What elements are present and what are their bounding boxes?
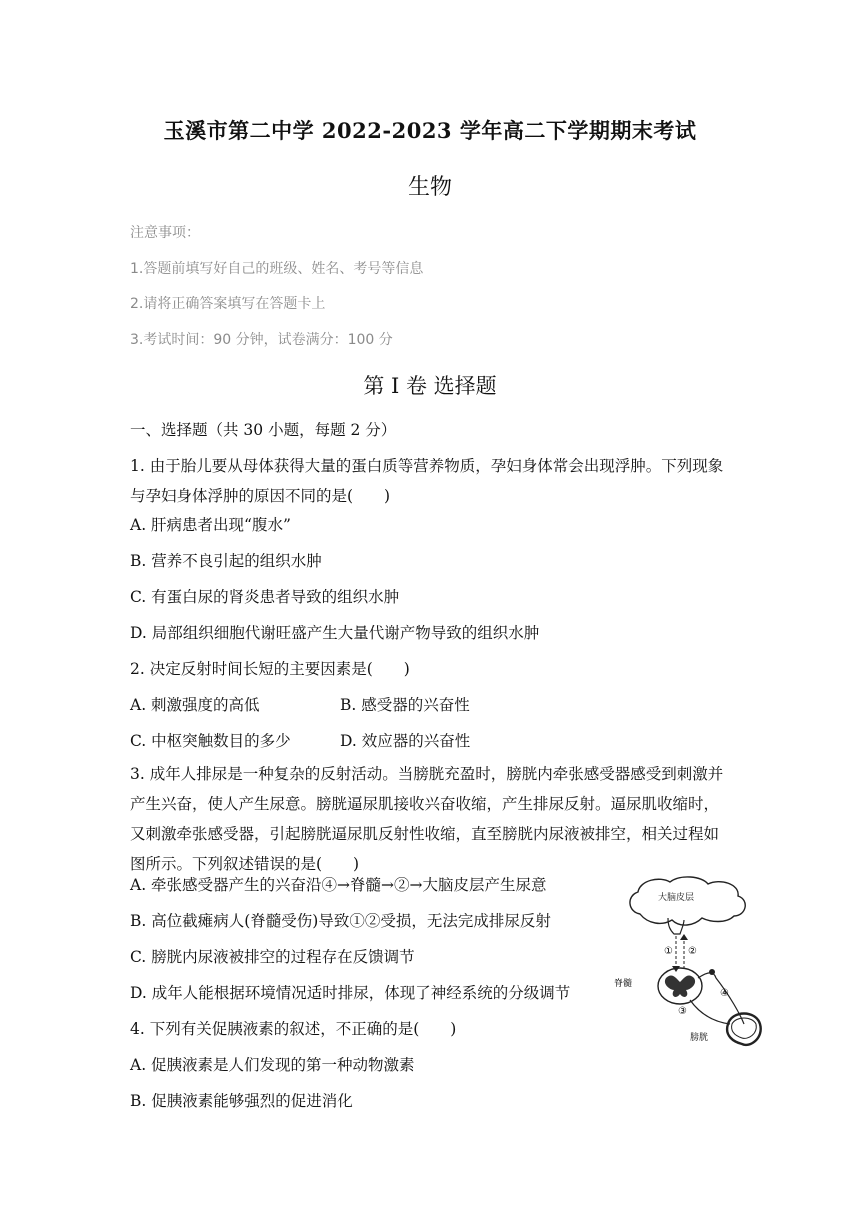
q3-option-c: C. 膀胱内尿液被排空的过程存在反馈调节 (130, 948, 415, 966)
q2-option-c: C. 中枢突触数目的多少 (130, 732, 291, 750)
bladder-label: 膀胱 (690, 1033, 709, 1043)
note-item-3: 3.考试时间：90 分钟，试卷满分：100 分 (130, 332, 393, 348)
q3-option-a: A. 牵张感受器产生的兴奋沿④→脊髓→②→大脑皮层产生尿意 (130, 876, 547, 894)
cortex-label: 大脑皮层 (658, 893, 695, 903)
label-2: ② (688, 946, 697, 957)
q3-option-b: B. 高位截瘫病人(脊髓受伤)导致①②受损，无法完成排尿反射 (130, 912, 551, 930)
note-item-1: 1.答题前填写好自己的班级、姓名、考号等信息 (130, 261, 424, 277)
q4-option-b: B. 促胰液素能够强烈的促进消化 (130, 1092, 353, 1110)
q3-option-d: D. 成年人能根据环境情况适时排尿，体现了神经系统的分级调节 (130, 984, 571, 1002)
exam-title: 玉溪市第二中学 2022-2023 学年高二下学期期末考试 (163, 118, 697, 143)
q1-option-b: B. 营养不良引起的组织水肿 (130, 552, 322, 570)
q1-option-d: D. 局部组织细胞代谢旺盛产生大量代谢产物导致的组织水肿 (130, 624, 540, 642)
q1-stem: 1. 由于胎儿要从母体获得大量的蛋白质等营养物质，孕妇身体常会出现浮肿。下列现象与孕妇身体浮肿的原因不同的是( ) (130, 457, 724, 505)
notes-heading: 注意事项： (130, 225, 200, 241)
note-item-2: 2.请将正确答案填写在答题卡上 (130, 296, 326, 312)
q2-stem: 2. 决定反射时间长短的主要因素是( ) (130, 660, 410, 678)
reflex-diagram (610, 874, 768, 1050)
q2-option-b: B. 感受器的兴奋性 (340, 696, 470, 714)
subject-title: 生物 (407, 175, 452, 200)
q4-option-a: A. 促胰液素是人们发现的第一种动物激素 (130, 1056, 415, 1074)
q1-option-c: C. 有蛋白尿的肾炎患者导致的组织水肿 (130, 588, 400, 606)
q2-option-d: D. 效应器的兴奋性 (340, 732, 471, 750)
label-1: ① (664, 946, 673, 957)
spinal-label: 脊髓 (614, 979, 633, 989)
q2-option-a: A. 刺激强度的高低 (130, 696, 260, 714)
section-title: 第 I 卷 选择题 (363, 374, 497, 398)
label-4: ④ (720, 988, 729, 999)
q4-stem: 4. 下列有关促胰液素的叙述，不正确的是( ) (130, 1020, 457, 1038)
label-3: ③ (678, 1006, 687, 1017)
part-heading: 一、选择题（共 30 小题，每题 2 分） (130, 421, 397, 439)
q3-stem: 3. 成年人排尿是一种复杂的反射活动。当膀胱充盈时，膀胱内牵张感受器感受到刺激并产生兴奋，使人产生尿意。膀胱逼尿肌接收兴奋收缩，产生排尿反射。逼尿肌收缩时，又刺激牵张感受器，引起膀胱逼尿肌反射性收缩，直至膀胱内尿液被排空，相关过程如图所示。下列叙述错误的是( ) (130, 765, 724, 873)
q1-option-a: A. 肝病患者出现“腹水” (130, 516, 291, 534)
